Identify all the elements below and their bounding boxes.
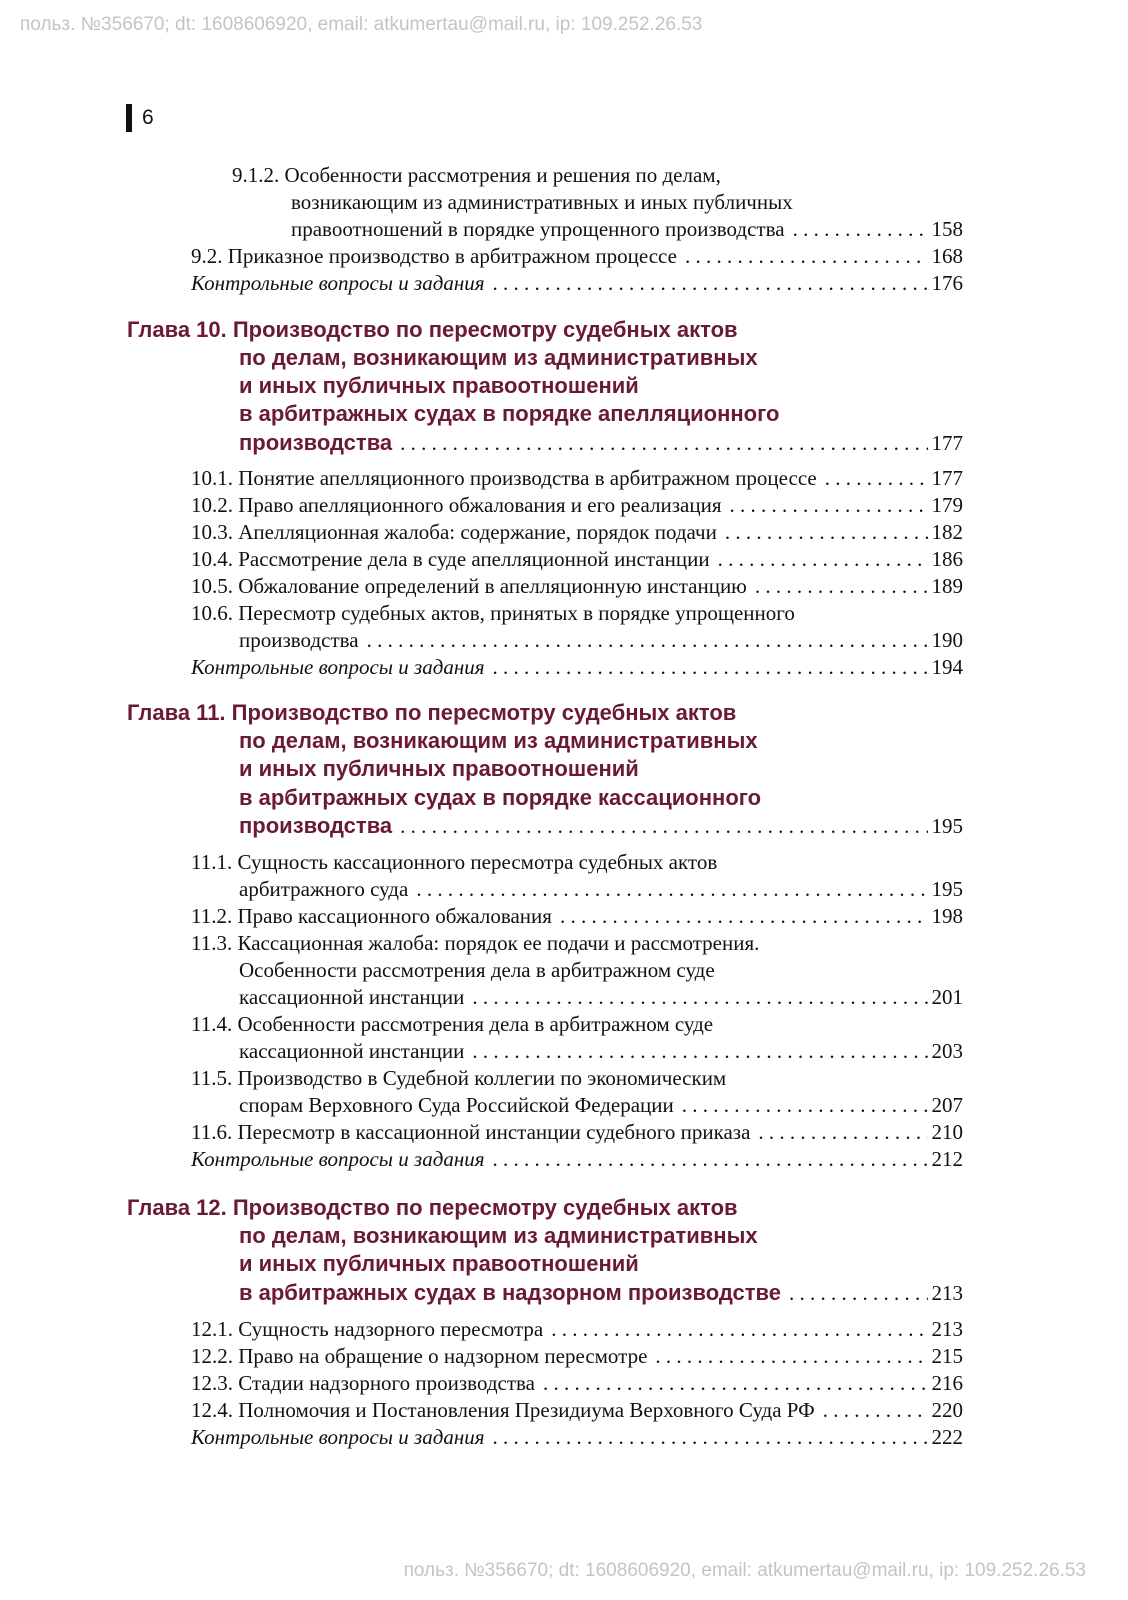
leader-dots (543, 1370, 928, 1397)
leader-dots (793, 216, 928, 243)
toc-entry-11-4-line1: 11.4. Особенности рассмотрения дела в арбитражном суде (191, 1012, 714, 1036)
leader-dots (560, 903, 928, 930)
leader-dots (551, 1316, 927, 1343)
toc-entry-title: 11.2. Право кассационного обжалования (191, 904, 552, 928)
toc-entry-page: 176 (931, 271, 963, 295)
toc-entry-title: 12.4. Полномочия и Постановления Президиума Верховного Суда РФ (191, 1398, 815, 1422)
leader-dots (655, 1343, 927, 1370)
toc-entry-page: 201 (931, 985, 963, 1009)
toc-entry-title: кассационной инстанции (239, 985, 465, 1009)
toc-entry-page: 195 (931, 877, 963, 901)
toc-entry-9-2[interactable] (191, 243, 963, 270)
leader-dots (758, 1119, 927, 1146)
toc-entry-10-1[interactable] (191, 465, 963, 492)
toc-entry-title: 10.3. Апелляционная жалоба: содержание, порядок подачи (191, 520, 717, 544)
page-number-value: 6 (142, 106, 154, 129)
toc-entry-11-5-line1: 11.5. Производство в Судебной коллегии по экономическим (191, 1066, 727, 1090)
toc-entry-11-6[interactable] (191, 1119, 963, 1146)
toc-entry-page: 203 (931, 1039, 963, 1063)
toc-entry-10-4[interactable] (191, 546, 963, 573)
chapter-11-title-line1: Глава 11. Производство по пересмотру судебных актов (127, 700, 737, 725)
toc-entry-page: 186 (931, 547, 963, 571)
toc-entry-10-5[interactable] (191, 573, 963, 600)
toc-entry-11-1-line1: 11.1. Сущность кассационного пересмотра судебных актов (191, 850, 718, 874)
toc-entry-title: спорам Верховного Суда Российской Федерации (239, 1093, 674, 1117)
toc-entry-page: 168 (931, 244, 963, 268)
toc-entry-12-3[interactable] (191, 1370, 963, 1397)
toc-entry-10-2[interactable] (191, 492, 963, 519)
leader-dots (789, 1280, 927, 1307)
toc-entry-title: Контрольные вопросы и задания (191, 655, 485, 679)
toc-entry-12-1[interactable] (191, 1316, 963, 1343)
toc-entry-9-1-2-line1: 9.1.2. Особенности рассмотрения и решения по делам, (232, 163, 721, 187)
toc-entry-title: правоотношений в порядке упрощенного производства (291, 217, 785, 241)
toc-entry-page: 212 (931, 1147, 963, 1171)
toc-entry-page: 158 (931, 217, 963, 241)
toc-entry-9-1-2-line2: возникающим из административных и иных публичных (291, 190, 793, 214)
toc-entry-page: 222 (931, 1425, 963, 1449)
toc-entry-questions-11[interactable] (191, 1146, 963, 1173)
toc-entry-9-1-2[interactable] (291, 216, 963, 243)
toc-entry-title: 10.2. Право апелляционного обжалования и его реализация (191, 493, 722, 517)
page-number-bar (126, 104, 132, 132)
toc-entry-page: 207 (931, 1093, 963, 1117)
toc-entry-11-5[interactable] (239, 1092, 963, 1119)
chapter-12-title-line1: Глава 12. Производство по пересмотру судебных актов (127, 1195, 738, 1220)
toc-entry-12-4[interactable] (191, 1397, 963, 1424)
toc-entry-title: Контрольные вопросы и задания (191, 1147, 485, 1171)
toc-entry-page: 216 (931, 1371, 963, 1395)
toc-entry-questions-12[interactable] (191, 1424, 963, 1451)
leader-dots (472, 984, 927, 1011)
toc-entry-questions-10[interactable] (191, 654, 963, 681)
toc-entry-page: 190 (931, 628, 963, 652)
leader-dots (729, 492, 927, 519)
leader-dots (682, 1092, 928, 1119)
toc-entry-page: 210 (931, 1120, 963, 1144)
toc-entry-title: Контрольные вопросы и задания (191, 271, 485, 295)
toc-entry-title: 10.5. Обжалование определений в апелляционную инстанцию (191, 574, 747, 598)
toc-entry-12-2[interactable] (191, 1343, 963, 1370)
leader-dots (400, 813, 927, 840)
toc-entry-title: кассационной инстанции (239, 1039, 465, 1063)
toc-chapter-10[interactable] (239, 429, 963, 457)
leader-dots (472, 1038, 927, 1065)
toc-entry-title: производства (239, 430, 393, 455)
toc-entry-title: 10.1. Понятие апелляционного производства в арбитражном процессе (191, 466, 817, 490)
leader-dots (493, 1424, 928, 1451)
leader-dots (367, 627, 928, 654)
toc-entry-title: 11.6. Пересмотр в кассационной инстанции судебного приказа (191, 1120, 751, 1144)
leader-dots (718, 546, 928, 573)
watermark-bottom: польз. №356670; dt: 1608606920, email: atkumertau@mail.ru, ip: 109.252.26.53 (403, 1560, 1086, 1581)
toc-entry-page: 177 (931, 466, 963, 490)
toc-entry-page: 194 (931, 655, 963, 679)
leader-dots (400, 430, 927, 457)
toc-entry-page: 213 (931, 1317, 963, 1341)
toc-entry-page: 213 (931, 1281, 963, 1305)
toc-entry-11-3-line1: 11.3. Кассационная жалоба: порядок ее подачи и рассмотрения. (191, 931, 760, 955)
leader-dots (825, 465, 928, 492)
chapter-12-title-line2: по делам, возникающим из административных (239, 1223, 758, 1248)
toc-entry-page: 220 (931, 1398, 963, 1422)
chapter-10-title-line2: по делам, возникающим из административных (239, 345, 758, 370)
toc-entry-title: 10.4. Рассмотрение дела в суде апелляционной инстанции (191, 547, 710, 571)
toc-entry-title: 12.3. Стадии надзорного производства (191, 1371, 535, 1395)
leader-dots (493, 270, 928, 297)
toc-entry-11-4[interactable] (239, 1038, 963, 1065)
leader-dots (823, 1397, 928, 1424)
toc-entry-title: 12.2. Право на обращение о надзорном пересмотре (191, 1344, 648, 1368)
leader-dots (493, 1146, 928, 1173)
toc-entry-10-6-line1: 10.6. Пересмотр судебных актов, принятых в порядке упрощенного (191, 601, 795, 625)
toc-entry-page: 189 (931, 574, 963, 598)
chapter-10-title-line3: и иных публичных правоотношений (239, 373, 639, 398)
toc-entry-title: Контрольные вопросы и задания (191, 1425, 485, 1449)
toc-entry-10-6[interactable] (239, 627, 963, 654)
chapter-10-title-line4: в арбитражных судах в порядке апелляционного (239, 401, 780, 426)
chapter-11-title-line2: по делам, возникающим из административных (239, 728, 758, 753)
leader-dots (755, 573, 928, 600)
leader-dots (685, 243, 928, 270)
leader-dots (493, 654, 928, 681)
toc-entry-title: 9.2. Приказное производство в арбитражном процессе (191, 244, 677, 268)
toc-entry-page: 198 (931, 904, 963, 928)
leader-dots (725, 519, 928, 546)
page-number (126, 104, 154, 132)
toc-entry-10-3[interactable] (191, 519, 963, 546)
toc-entry-title: производства (239, 628, 359, 652)
toc-entry-11-2[interactable] (191, 903, 963, 930)
toc-entry-page: 182 (931, 520, 963, 544)
toc-entry-title: в арбитражных судах в надзорном производстве (239, 1280, 782, 1305)
toc-entry-page: 179 (931, 493, 963, 517)
toc-entry-11-3-line2: Особенности рассмотрения дела в арбитражном суде (239, 958, 715, 982)
toc-entry-page: 195 (931, 814, 963, 838)
toc-entry-11-3[interactable] (239, 984, 963, 1011)
toc-entry-page: 177 (931, 431, 963, 455)
toc-chapter-11[interactable] (239, 812, 963, 840)
chapter-11-title-line3: и иных публичных правоотношений (239, 756, 639, 781)
chapter-12-title-line3: и иных публичных правоотношений (239, 1251, 639, 1276)
leader-dots (416, 876, 927, 903)
toc-entry-title: 12.1. Сущность надзорного пересмотра (191, 1317, 544, 1341)
chapter-11-title-line4: в арбитражных судах в порядке кассационного (239, 785, 762, 810)
toc-entry-11-1[interactable] (239, 876, 963, 903)
watermark-top: польз. №356670; dt: 1608606920, email: atkumertau@mail.ru, ip: 109.252.26.53 (20, 14, 703, 35)
toc-entry-questions-9[interactable] (191, 270, 963, 297)
toc-entry-title: арбитражного суда (239, 877, 409, 901)
toc-entry-page: 215 (931, 1344, 963, 1368)
toc-entry-title: производства (239, 813, 393, 838)
toc-chapter-12[interactable] (239, 1279, 963, 1307)
chapter-10-title-line1: Глава 10. Производство по пересмотру судебных актов (127, 317, 738, 342)
